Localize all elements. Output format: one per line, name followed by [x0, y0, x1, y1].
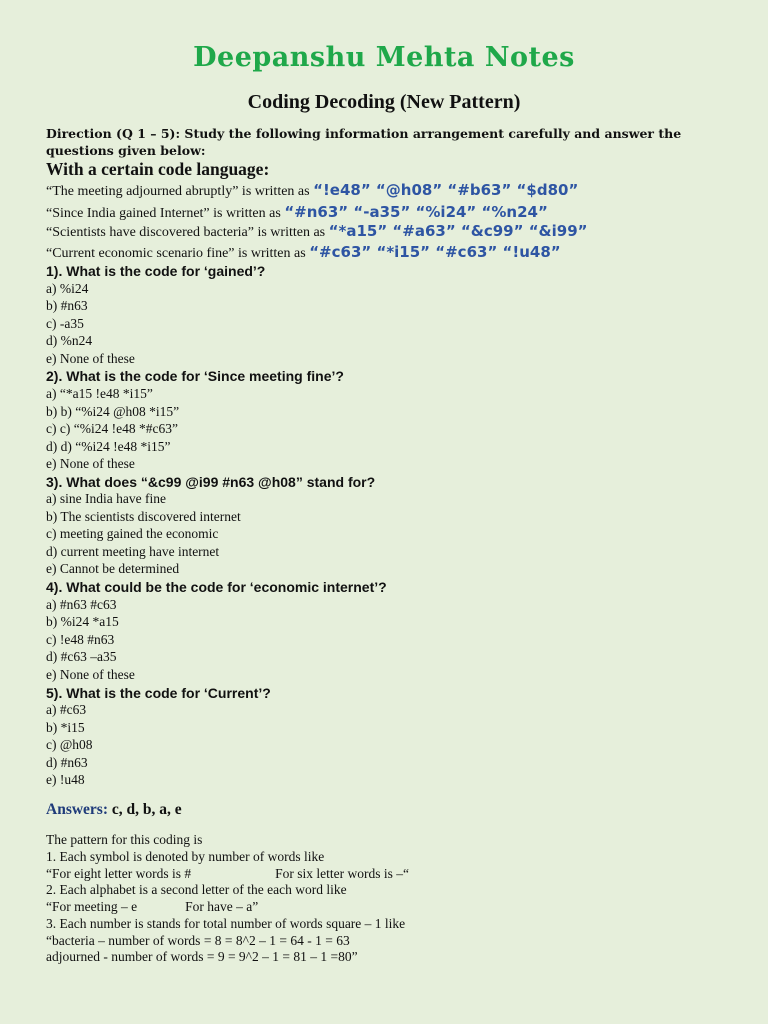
question-2-option: a) “*a15 !e48 *i15”: [46, 386, 153, 401]
code-line-codes: “#c63” “*i15” “#c63” “!u48”: [309, 243, 561, 261]
question-3-option: c) meeting gained the economic: [46, 526, 219, 541]
question-4-option: b) %i24 *a15: [46, 614, 119, 629]
code-line-sentence: “The meeting adjourned abruptly” is written as: [46, 184, 314, 199]
question-2-option: c) c) “%i24 !e48 *#c63”: [46, 421, 178, 436]
question-2-option: b) b) “%i24 @h08 *i15”: [46, 404, 180, 419]
explanation-line: 1. Each symbol is denoted by number of words like: [46, 849, 325, 864]
question-3: 3). What does “&c99 @i99 #n63 @h08” stand for?: [46, 474, 376, 490]
code-line: [46, 243, 561, 262]
code-line: [46, 222, 588, 241]
explanation-line: 2. Each alphabet is a second letter of the each word like: [46, 882, 347, 897]
code-language-heading: With a certain code language:: [46, 159, 270, 179]
explanation-example: For have – a”: [185, 899, 259, 914]
question-4-option: a) #n63 #c63: [46, 597, 117, 612]
question-3-option: e) Cannot be determined: [46, 561, 180, 576]
code-line: [46, 181, 578, 200]
explanation-line: adjourned - number of words = 9 = 9^2 – 1 = 81 – 1 =80”: [46, 949, 358, 964]
question-2: 2). What is the code for ‘Since meeting fine’?: [46, 368, 344, 384]
code-line: [46, 203, 548, 222]
code-line-sentence: “Scientists have discovered bacteria” is written as: [46, 225, 329, 240]
question-5-option: a) #c63: [46, 702, 87, 717]
question-2-option: e) None of these: [46, 456, 135, 471]
page-subtitle: Coding Decoding (New Pattern): [247, 91, 521, 113]
code-line-sentence: “Current economic scenario fine” is written as: [46, 246, 310, 261]
question-5-option: d) #n63: [46, 755, 88, 770]
question-3-option: a) sine India have fine: [46, 491, 166, 506]
question-1-option: e) None of these: [46, 351, 135, 366]
question-1: 1). What is the code for ‘gained’?: [46, 263, 266, 279]
explanation-line: [46, 899, 258, 915]
question-1-option: a) %i24: [46, 281, 89, 296]
question-1-option: b) #n63: [46, 298, 88, 313]
question-5-option: c) @h08: [46, 737, 93, 752]
explanation-example: “For meeting – e: [46, 899, 138, 914]
question-4-option: d) #c63 –a35: [46, 649, 117, 664]
page-title: Deepanshu Mehta Notes: [193, 42, 575, 73]
question-4-option: c) !e48 #n63: [46, 632, 115, 647]
code-line-codes: “#n63” “-a35” “%i24” “%n24”: [284, 203, 548, 221]
question-4-option: e) None of these: [46, 667, 135, 682]
explanation-line: 3. Each number is stands for total number of words square – 1 like: [46, 916, 406, 931]
question-5: 5). What is the code for ‘Current’?: [46, 685, 271, 701]
explanation-example: For six letter words is –“: [275, 866, 409, 881]
question-4: 4). What could be the code for ‘economic internet’?: [46, 579, 387, 595]
code-line-sentence: “Since India gained Internet” is written as: [46, 206, 285, 221]
answers-line: [46, 801, 182, 819]
explanation-line: The pattern for this coding is: [46, 832, 203, 847]
explanation-line: [46, 866, 409, 882]
code-line-codes: “*a15” “#a63” “&c99” “&i99”: [328, 222, 588, 240]
code-line-codes: “!e48” “@h08” “#b63” “$d80”: [313, 181, 579, 199]
explanation-example: “For eight letter words is #: [46, 866, 192, 881]
direction-text: Direction (Q 1 – 5): Study the following information arrangement carefully and answer the questions given below:: [46, 126, 682, 158]
answers-label: Answers:: [46, 801, 108, 818]
question-5-option: e) !u48: [46, 772, 85, 787]
question-1-option: d) %n24: [46, 333, 93, 348]
question-2-option: d) d) “%i24 !e48 *i15”: [46, 439, 171, 454]
explanation-line: “bacteria – number of words = 8 = 8^2 – 1 = 64 - 1 = 63: [46, 933, 350, 948]
question-5-option: b) *i15: [46, 720, 85, 735]
question-3-option: b) The scientists discovered internet: [46, 509, 241, 524]
answers-value: c, d, b, a, e: [108, 801, 182, 818]
question-1-option: c) -a35: [46, 316, 84, 331]
question-3-option: d) current meeting have internet: [46, 544, 220, 559]
